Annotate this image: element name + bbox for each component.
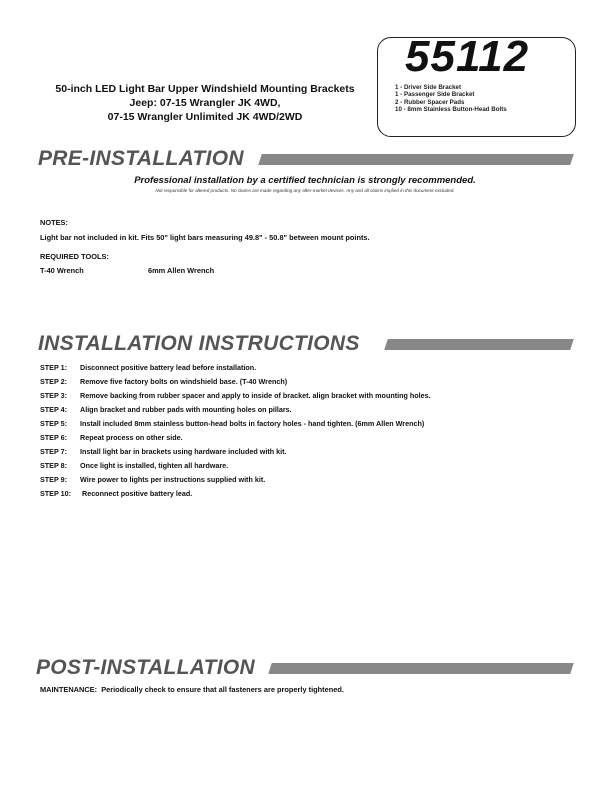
step-item (40, 389, 431, 403)
kit-contents-item: 2 - Rubber Spacer Pads (395, 98, 465, 106)
step-text: Remove five factory bolts on windshield base. (T-40 Wrench) (80, 377, 288, 386)
step-item (40, 375, 431, 389)
pre-installation-divider (258, 154, 574, 165)
step-item (40, 403, 431, 417)
step-item (40, 459, 431, 473)
step-item (40, 473, 431, 487)
recommendation-text: Professional installation by a certified technician is strongly recommended. (134, 175, 476, 186)
step-text: Disconnect positive battery lead before installation. (80, 363, 257, 372)
kit-contents-item: 10 - 8mm Stainless Button-Head Bolts (395, 106, 507, 114)
part-number: 55112 (405, 32, 530, 81)
step-label: STEP 9: (40, 475, 68, 484)
post-installation-heading: POST-INSTALLATION (36, 656, 255, 679)
notes-label: NOTES: (40, 218, 68, 227)
notes-text: Light bar not included in kit. Fits 50" light bars measuring 49.8" - 50.8" between mount points. (40, 233, 370, 242)
step-text: Repeat process on other side. (80, 433, 183, 442)
step-item (40, 445, 431, 459)
step-label: STEP 7: (40, 447, 68, 456)
step-text: Reconnect positive battery lead. (82, 489, 193, 498)
step-label: STEP 10: (40, 489, 72, 498)
tool-item: 6mm Allen Wrench (148, 266, 215, 275)
step-label: STEP 8: (40, 461, 68, 470)
step-item (40, 487, 431, 501)
step-item (40, 417, 431, 431)
product-title (40, 82, 370, 124)
step-text: Once light is installed, tighten all hardware. (80, 461, 229, 470)
title-line-1: 50-inch LED Light Bar Upper Windshield Mounting Brackets (55, 83, 355, 95)
step-label: STEP 2: (40, 377, 68, 386)
maintenance-note (40, 685, 344, 694)
pre-installation-heading: PRE-INSTALLATION (38, 147, 244, 170)
step-text: Remove backing from rubber spacer and apply to inside of bracket. align bracket with mounting holes. (80, 391, 431, 400)
tool-item: T-40 Wrench (40, 266, 84, 275)
kit-contents-list (395, 84, 507, 114)
step-label: STEP 3: (40, 391, 68, 400)
installation-divider (384, 339, 574, 350)
title-line-2: Jeep: 07-15 Wrangler JK 4WD, (129, 97, 281, 109)
step-label: STEP 1: (40, 363, 68, 372)
maintenance-label: MAINTENANCE: (40, 685, 98, 694)
installation-heading: INSTALLATION INSTRUCTIONS (38, 332, 360, 355)
step-text: Install light bar in brackets using hardware included with kit. (80, 447, 287, 456)
disclaimer-text: Not responsible for altered products. No claims are made regarding any after-market devices. Any and all claims implied in this document excluded. (155, 188, 455, 193)
kit-contents-item: 1 - Driver Side Bracket (395, 84, 462, 91)
step-label: STEP 4: (40, 405, 68, 414)
step-item (40, 361, 431, 375)
post-installation-divider (268, 663, 574, 674)
maintenance-text: Periodically check to ensure that all fasteners are properly tightened. (101, 685, 344, 694)
step-label: STEP 5: (40, 419, 68, 428)
step-text: Align bracket and rubber pads with mounting holes on pillars. (80, 405, 292, 414)
steps-list (40, 361, 431, 501)
step-text: Wire power to lights per instructions supplied with kit. (80, 475, 266, 484)
step-item (40, 431, 431, 445)
step-text: Install included 8mm stainless button-head bolts in factory holes - hand tighten. (6mm Allen Wrench) (80, 419, 425, 428)
required-tools-label: REQUIRED TOOLS: (40, 252, 109, 261)
title-line-3: 07-15 Wrangler Unlimited JK 4WD/2WD (107, 111, 303, 123)
step-label: STEP 6: (40, 433, 68, 442)
kit-contents-item: 1 - Passenger Side Bracket (395, 91, 475, 99)
